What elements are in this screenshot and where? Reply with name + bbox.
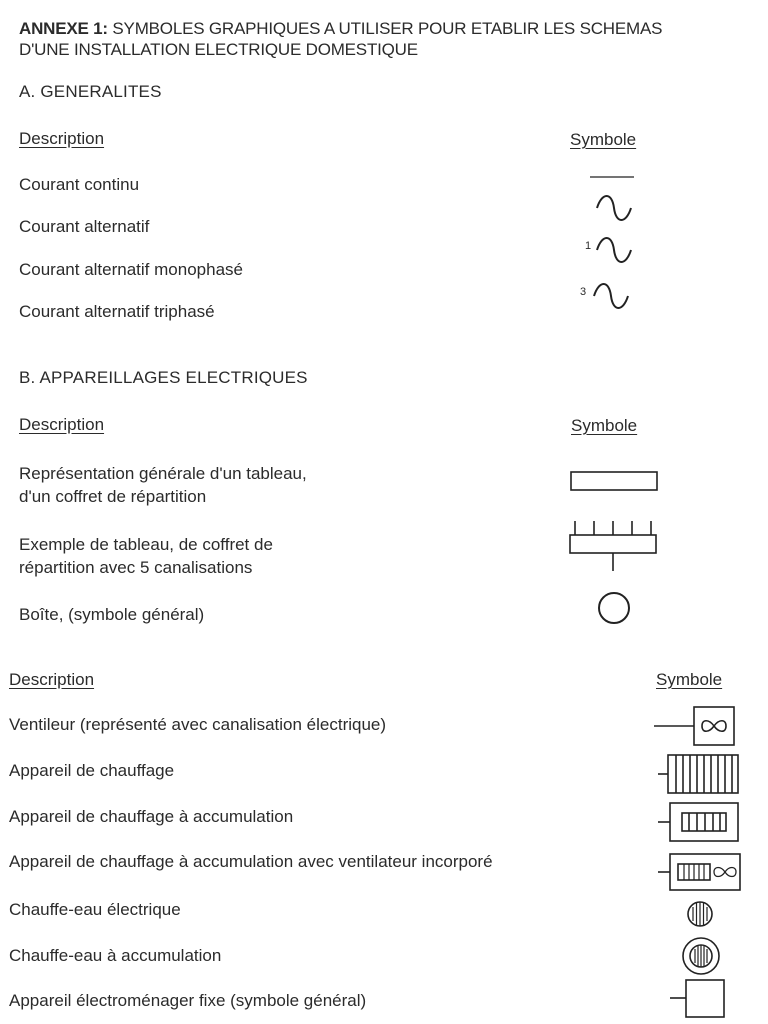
section-b-row-line: Exemple de tableau, de coffret de — [19, 535, 273, 554]
heater-icon — [656, 751, 742, 797]
ac-three-phase-icon — [591, 282, 631, 314]
section-a-row-label: Courant alternatif monophasé — [19, 260, 243, 279]
panel-5-lines-icon — [567, 515, 659, 575]
section-b-symbole-header: Symbole — [571, 416, 638, 435]
title-line-1: SYMBOLES GRAPHIQUES A UTILISER POUR ETABLIR LES SCHEMAS — [112, 19, 663, 38]
section-c-description-header: Description — [9, 670, 95, 689]
section-c-row-label: Ventileur (représenté avec canalisation électrique) — [9, 715, 387, 734]
section-a-row-label: Courant alternatif — [19, 217, 150, 236]
storage-heater-fan-icon — [656, 848, 742, 894]
fixed-appliance-icon — [668, 978, 730, 1022]
section-c-row-label: Chauffe-eau électrique — [9, 900, 181, 919]
ac-wave-icon — [594, 194, 634, 226]
section-b-description-header: Description — [19, 415, 105, 434]
section-c-row-label: Appareil de chauffage à accumulation avec ventilateur incorporé — [9, 852, 493, 871]
section-b-row-label: Boîte, (symbole général) — [19, 605, 205, 624]
section-c-symbole-header: Symbole — [656, 670, 723, 689]
three-phase-number: 3 — [580, 286, 587, 298]
section-c-row-label: Chauffe-eau à accumulation — [9, 946, 222, 965]
ac-single-phase-icon — [594, 236, 634, 268]
section-b-row-line: répartition avec 5 canalisations — [19, 558, 253, 577]
box-circle-icon — [594, 590, 634, 626]
section-a-row-label: Courant continu — [19, 175, 140, 194]
section-b-row-line: Représentation générale d'un tableau, — [19, 464, 307, 483]
section-c-row-label: Appareil de chauffage à accumulation — [9, 807, 294, 826]
section-c-row-label: Appareil électroménager fixe (symbole général) — [9, 991, 367, 1010]
fan-icon — [652, 702, 738, 750]
section-b-heading: B. APPAREILLAGES ELECTRIQUES — [19, 368, 308, 387]
section-b-row-2 — [19, 533, 399, 579]
title-annex-label: ANNEXE 1: — [19, 19, 108, 38]
section-a-description-header: Description — [19, 129, 105, 148]
section-b-row-1 — [19, 462, 399, 508]
storage-heater-icon — [656, 799, 742, 845]
dc-line-icon — [588, 172, 636, 182]
section-a-heading: A. GENERALITES — [19, 82, 162, 101]
section-a-row-label: Courant alternatif triphasé — [19, 302, 215, 321]
section-a-symbole-header: Symbole — [570, 130, 637, 149]
panel-rectangle-icon — [569, 470, 659, 494]
section-b-row-line: d'un coffret de répartition — [19, 487, 207, 506]
document-title — [19, 18, 662, 60]
section-c-row-label: Appareil de chauffage — [9, 761, 175, 780]
single-phase-number: 1 — [585, 240, 592, 252]
title-line-2: D'UNE INSTALLATION ELECTRIQUE DOMESTIQUE — [19, 40, 418, 59]
storage-water-heater-icon — [680, 936, 722, 976]
water-heater-icon — [684, 898, 716, 930]
